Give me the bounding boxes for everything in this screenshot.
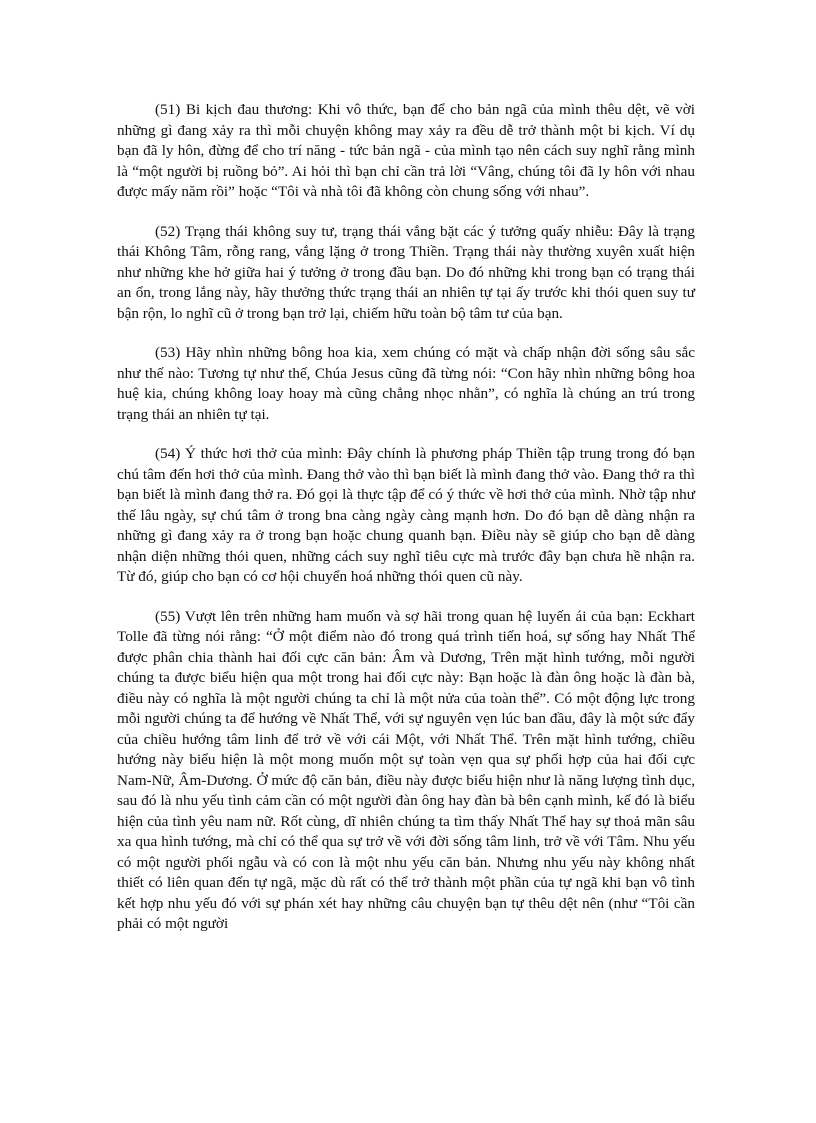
paragraph-55: (55) Vượt lên trên những ham muốn và sợ hãi trong quan hệ luyến ái của bạn: Eckhart Tolle đã từng nói rằng: “Ở một điểm nào đó trong quá trình tiến hoá, sự sống hay Nhất Thể được phân chia thành hai đối cực căn bản: Âm và Dương, Trên mặt hình tướng, mỗi người chúng ta được biểu hiện qua một trong hai đối cực này: Bạn hoặc là đàn ông hoặc là đàn bà, điều này có nghĩa là một người chúng ta chỉ là một nửa của toàn thể”. Có một động lực trong mỗi người chúng ta để hướng về Nhất Thể, với sự nguyên vẹn lúc ban đầu, đây là một sức đẩy của chiều hướng tâm linh để trở về với cái Một, với Nhất Thể. Trên mặt hình tướng, chiều hướng này biểu hiện là một mong muốn một sự toàn vẹn qua sự phối hợp của hai đối cực Nam-Nữ, Âm-Dương. Ở mức độ căn bản, điều này được biểu hiện như là năng lượng tình dục, sau đó là nhu yếu tình cảm cần có một người đàn ông hay đàn bà bên cạnh mình, kế đó là biểu hiện của tình yêu nam nữ. Rốt cùng, dĩ nhiên chúng ta tìm thấy Nhất Thể hay sự thoả mãn sâu xa qua hình tướng, mà chỉ có thể qua sự trở về với đời sống tâm linh, trở về với Tâm. Nhu yếu có một người phối ngẫu và có con là một nhu yếu căn bản. Nhưng nhu yếu này không nhất thiết có liên quan đến tự ngã, mặc dù rất có thể trở thành một phần của tự ngã khi bạn vô tình kết hợp nhu yếu đó với sự phán xét hay những câu chuyện bạn tự thêu dệt nên (như “Tôi cần phải có một người: [117, 607, 695, 932]
paragraph-54: (54) Ý thức hơi thở của mình: Đây chính là phương pháp Thiền tập trung trong đó bạn chú tâm đến hơi thở của mình. Đang thở vào thì bạn biết là mình đang thở vào. Đang thở ra thì bạn biết là mình đang thở ra. Đó gọi là thực tập để có ý thức về hơi thở của mình. Nhờ tập như thế lâu ngày, sự chú tâm ở trong bna càng ngày càng mạnh hơn. Do đó bạn dễ dàng nhận ra những gì đang xảy ra ở trong bạn hoặc chung quanh bạn. Điều này sẽ giúp cho bạn dễ dàng nhận diện những thói quen, những cách suy nghĩ tiêu cực mà trước đây bạn chưa hề nhận ra. Từ đó, giúp cho bạn có cơ hội chuyển hoá những thói quen cũ này.: [117, 445, 695, 585]
paragraph-52: (52) Trạng thái không suy tư, trạng thái vắng bặt các ý tưởng quấy nhiễu: Đây là trạng thái Không Tâm, rỗng rang, vắng lặng ở trong Thiền. Trạng thái này thường xuyên xuất hiện như những khe hở giữa hai ý tưởng ở trong đầu bạn. Do đó những khi trong bạn có trạng thái an ổn, trong lắng này, hãy thưởng thức trạng thái an nhiên tự tại ấy trước khi thói quen suy tư bận rộn, lo nghĩ cũ ở trong bạn trở lại, chiếm hữu toàn bộ tâm tư của bạn.: [117, 222, 695, 322]
paragraph-53: (53) Hãy nhìn những bông hoa kia, xem chúng có mặt và chấp nhận đời sống sâu sắc như thế nào: Tương tự như thế, Chúa Jesus cũng đã từng nói: “Con hãy nhìn những bông hoa huệ kia, chúng không loay hoay mà cũng chẳng nhọc nhằn”, có nghĩa là chúng an trú trong trạng thái an nhiên tự tại.: [117, 344, 695, 423]
paragraph-51: (51) Bi kịch đau thương: Khi vô thức, bạn để cho bản ngã của mình thêu dệt, vẽ vời những gì đang xảy ra thì mỗi chuyện không may xảy ra đều dễ trở thành một bi kịch. Ví dụ bạn đã ly hôn, đừng để cho trí năng - tức bản ngã - của mình tạo nên cách suy nghĩ rằng mình là “một người bị ruồng bỏ”. Ai hỏi thì bạn chỉ cần trả lời “Vâng, chúng tôi đã ly hôn với nhau được mấy năm rồi” hoặc “Tôi và nhà tôi đã không còn chung sống với nhau”.: [117, 101, 695, 200]
document-body: [117, 100, 695, 954]
